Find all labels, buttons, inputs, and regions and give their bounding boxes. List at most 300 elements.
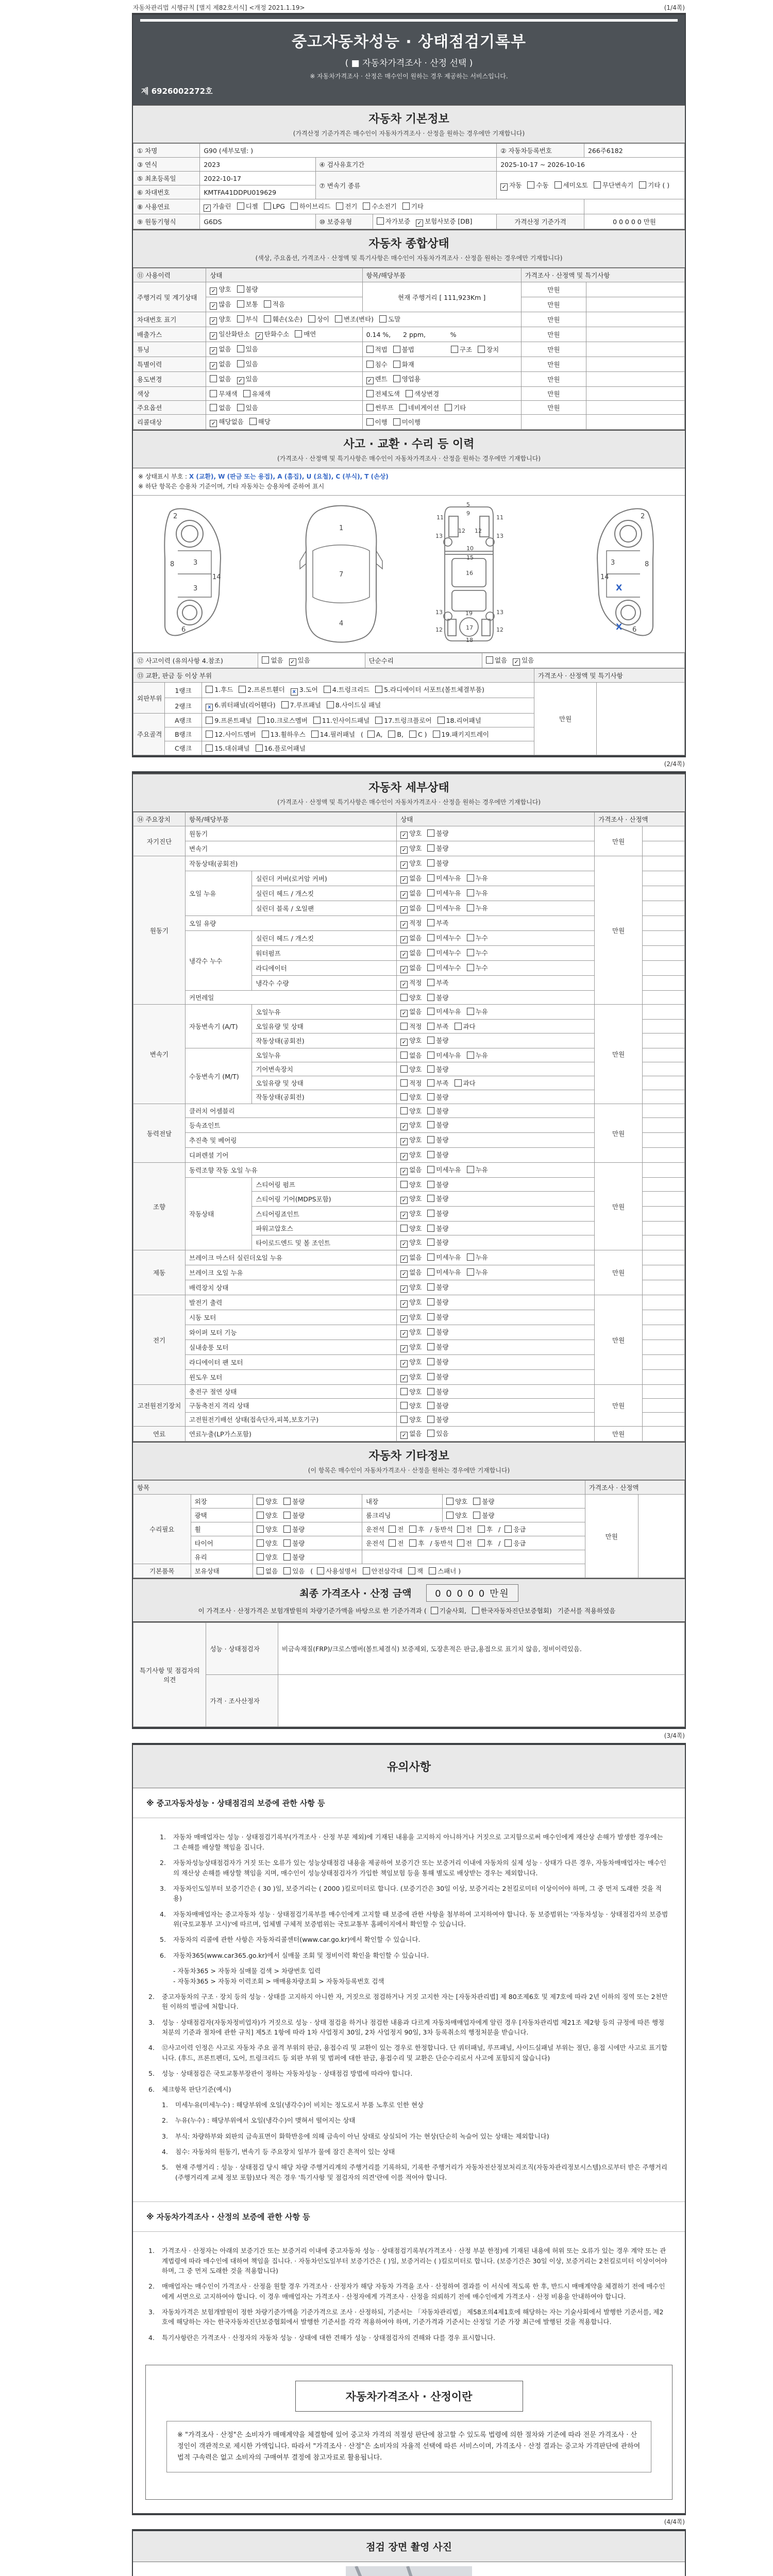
checkbox-label: 양호 — [409, 1195, 422, 1203]
checkbox-empty-icon — [283, 1539, 291, 1547]
remark-cell — [643, 931, 685, 946]
checkbox-empty-icon — [457, 1526, 464, 1533]
checkbox-label: 구조 — [459, 346, 473, 353]
checkbox-label: 가솔린 — [212, 202, 231, 210]
checkbox-option — [262, 655, 283, 665]
page-marker-3: (3/4쪽) — [664, 1732, 685, 1740]
checkbox-option — [478, 345, 499, 354]
checkbox-label: 1.후드 — [214, 686, 233, 694]
checkbox-empty-icon — [427, 1052, 434, 1059]
checkbox-label: 양호 — [265, 1498, 278, 1506]
checkbox-empty-icon — [433, 731, 440, 738]
checkbox-label: 6.쿼터패널(리어휀다) — [214, 701, 276, 709]
status-options — [397, 1355, 595, 1370]
checkbox-empty-icon — [427, 1023, 434, 1030]
table-row — [133, 401, 685, 415]
checkbox-option — [256, 329, 289, 340]
checkbox-empty-icon — [408, 1567, 415, 1574]
checkbox-label: 양호 — [409, 1210, 422, 1218]
checkbox-checked-icon: ✓ — [400, 1270, 408, 1278]
checkbox-label: 불량 — [482, 1498, 495, 1506]
checkbox-checked-icon: ✓ — [400, 1123, 408, 1130]
checkbox-checked-icon: ✓ — [210, 420, 217, 427]
checkbox-option — [431, 1606, 466, 1615]
status-options — [443, 1495, 585, 1509]
checkbox-option — [427, 1194, 448, 1203]
checkbox-empty-icon — [210, 390, 217, 397]
checkbox-option — [400, 1415, 422, 1424]
checkbox-empty-icon — [406, 390, 413, 397]
checkbox-empty-icon — [257, 1512, 264, 1519]
checkbox-label: 있음 — [292, 1567, 305, 1575]
checkbox-option — [408, 1566, 423, 1575]
status-options — [206, 357, 362, 372]
remark-cell — [586, 312, 685, 327]
checkbox-label: 없음 — [409, 1166, 422, 1174]
svg-text:9: 9 — [466, 510, 470, 517]
checkbox-label: 누유 — [475, 904, 488, 912]
remark-cell — [643, 1340, 685, 1355]
notice-text: 체크항목 판단기준(예시) — [162, 2085, 231, 2093]
checkbox-option — [467, 1050, 488, 1060]
checkbox-option — [237, 344, 258, 353]
remark-cell — [643, 1118, 685, 1133]
status-options — [397, 1005, 595, 1020]
etc-info-table — [133, 1480, 685, 1578]
checkbox-option — [256, 743, 306, 753]
status-options — [397, 1325, 595, 1340]
remark-cell — [638, 1495, 684, 1578]
checkbox-label: 미세누유 — [436, 1166, 461, 1174]
checkbox-label: 없음 — [409, 889, 422, 897]
svg-text:5: 5 — [466, 502, 470, 509]
table-header-row — [133, 669, 685, 683]
item-label: 구동축전지 격리 상태 — [186, 1399, 397, 1413]
price-cell: 만원 — [595, 1385, 643, 1427]
checkbox-empty-icon — [427, 1283, 434, 1291]
checkbox-empty-icon — [367, 731, 375, 738]
checkbox-empty-icon — [283, 1498, 291, 1505]
checkbox-label: 변조(변타) — [343, 315, 374, 323]
car-left-side-diagram — [149, 502, 268, 646]
checkbox-label: 불량 — [436, 994, 449, 1002]
remark-cell — [643, 1310, 685, 1325]
checkbox-option — [416, 216, 472, 227]
checkbox-empty-icon — [427, 1151, 434, 1158]
checkbox-empty-icon — [409, 731, 416, 738]
checkbox-label: 잭 — [417, 1567, 424, 1575]
checkbox-empty-icon — [527, 181, 534, 189]
remark-cell — [643, 871, 685, 886]
checkbox-label: A, — [376, 731, 383, 739]
checkbox-option — [427, 963, 461, 972]
sub-group-label: 자동변속기 (A/T) — [186, 1005, 252, 1048]
status-options — [397, 841, 595, 856]
checkbox-option — [379, 314, 400, 324]
checkbox-option — [427, 1282, 448, 1292]
checkbox-label: 양호 — [265, 1553, 278, 1562]
checkbox-option — [400, 903, 422, 913]
item-label: 작동상태(공회전) — [186, 856, 397, 871]
checkbox-checked-icon: ✓ — [256, 332, 263, 340]
sub-group-label: 오일 누유 — [186, 871, 252, 916]
status-options — [397, 1133, 595, 1148]
notices-sec2-body — [133, 2232, 685, 2362]
token-text: 이 가격조사 · 산정가격은 보험개발원의 차량기준가액을 바탕으로 한 기준가격과 ( — [198, 1607, 427, 1615]
checkbox-label: 양호 — [265, 1539, 278, 1548]
checkbox-option — [400, 1282, 422, 1293]
checkbox-empty-icon — [281, 701, 289, 708]
device-group-label: 제동 — [133, 1250, 186, 1295]
item-label: 광택 — [191, 1509, 253, 1522]
remark-cell — [586, 342, 685, 357]
table-row — [133, 172, 685, 185]
checkbox-empty-icon — [375, 717, 382, 724]
rank-table — [133, 668, 685, 755]
item-label: 변속기 — [186, 841, 397, 856]
checkbox-empty-icon — [393, 361, 400, 368]
checkbox-label: 수소전기 — [372, 202, 397, 210]
checkbox-checked-icon: ✓ — [400, 1285, 408, 1293]
simple-repair-options — [482, 653, 684, 668]
item-label: 윈도우 모터 — [186, 1370, 397, 1385]
checkbox-option — [393, 345, 414, 354]
inspection-period-value: 2025-10-17 ~ 2026-10-16 — [497, 158, 685, 172]
checkbox-checked-icon: ✓ — [210, 347, 217, 354]
checkbox-empty-icon — [237, 315, 244, 323]
price-cell: 만원 — [595, 1427, 643, 1442]
checkbox-label: 누유 — [475, 1268, 488, 1277]
checkbox-empty-icon — [257, 1526, 264, 1533]
checkbox-label: 없음 — [219, 375, 231, 383]
checkbox-label: 불량 — [436, 1313, 449, 1321]
price-cell: 만원 — [595, 1163, 643, 1250]
car-name-value: G90 (세부모델: ) — [200, 144, 497, 158]
checkbox-label: 8.사이드실 패널 — [335, 701, 381, 709]
checkbox-checked-icon: ✓ — [513, 658, 520, 666]
notices-sec2-header: ※ 자동차가격조사 · 산정의 보증에 관한 사항 등 — [133, 2201, 685, 2232]
checkbox-label: 양호 — [409, 994, 422, 1002]
checkbox-option — [400, 1342, 422, 1352]
status-options — [397, 1280, 595, 1295]
checkbox-option — [438, 716, 481, 725]
checkbox-checked-icon: ✓ — [400, 1212, 408, 1219]
checkbox-option — [505, 1538, 526, 1548]
document-number: 제 6926002272호 — [141, 87, 213, 96]
checkbox-checked-icon: ✓ — [210, 287, 217, 295]
status-options — [206, 327, 362, 342]
checkbox-option — [427, 1357, 448, 1366]
rank-items — [202, 714, 534, 727]
remark-cell — [597, 683, 685, 755]
checkbox-label: 없음 — [219, 345, 231, 353]
checkbox-label: 하이브리드 — [299, 202, 331, 210]
checkbox-option — [467, 1165, 488, 1174]
checkbox-empty-icon — [366, 390, 374, 397]
checkbox-option — [283, 1552, 305, 1562]
checkbox-label: 응급 — [513, 1539, 526, 1548]
checkbox-empty-icon — [257, 1498, 264, 1505]
checkbox-label: 누수 — [475, 934, 488, 942]
checkbox-label: 불량 — [436, 1328, 449, 1336]
item-label: 라디에이터 팬 모터 — [186, 1355, 397, 1370]
status-options — [253, 1495, 362, 1509]
table-row — [133, 342, 685, 357]
notice-number: 4. — [162, 2148, 168, 2156]
checkbox-empty-icon — [409, 1539, 416, 1547]
table-row — [133, 357, 685, 372]
checkbox-label: 유채색 — [251, 390, 271, 398]
notice-item — [160, 1884, 669, 1904]
checkbox-option — [455, 1078, 476, 1088]
table-row — [133, 387, 685, 401]
checkbox-option — [427, 1135, 448, 1144]
basic-info-header — [133, 105, 685, 143]
checkbox-option — [427, 1224, 448, 1233]
checkbox-label: 17.트렁크플로어 — [384, 717, 432, 725]
device-group-label: 고전원전기장치 — [133, 1385, 186, 1427]
checkbox-empty-icon — [257, 1567, 264, 1574]
checkbox-empty-icon — [429, 1567, 436, 1574]
checkbox-label: 기타 ( ) — [648, 181, 670, 189]
checkbox-option — [467, 903, 488, 912]
checkbox-label: 렌트 — [375, 375, 388, 383]
checkbox-label: 미세누유 — [436, 904, 461, 912]
checkbox-option — [486, 655, 507, 665]
remark-cell — [643, 1192, 685, 1207]
checkbox-option — [206, 685, 233, 694]
overall-state-title: 자동차 종합상태 — [368, 238, 449, 250]
status-options — [397, 991, 595, 1005]
checkbox-label: 있음 — [245, 360, 258, 368]
svg-text:8: 8 — [644, 561, 649, 569]
checkbox-empty-icon — [427, 1093, 434, 1100]
notice-number: 1. — [148, 2247, 155, 2255]
checkbox-label: 기타 — [453, 404, 466, 412]
checkbox-option — [317, 1566, 357, 1575]
checkbox-empty-icon — [438, 717, 445, 724]
checkbox-option — [467, 963, 488, 972]
engine-type-value: G6DS — [200, 214, 315, 229]
checkbox-option — [291, 201, 330, 211]
item-label: 배력장치 상태 — [186, 1280, 397, 1295]
checkbox-option — [427, 1327, 448, 1336]
checkbox-empty-icon — [283, 1512, 291, 1519]
car-top-diagram — [295, 502, 388, 646]
checkbox-empty-icon — [427, 964, 434, 971]
checkbox-option — [239, 685, 284, 694]
outer-panel-group-label: 외판부위 — [133, 683, 165, 714]
item-label: 원동기 — [186, 826, 397, 841]
field-label: ⑦ 변속기 종류 — [315, 172, 497, 199]
checkbox-empty-icon — [446, 1512, 453, 1519]
rank-name: C랭크 — [164, 741, 202, 755]
opinion-text: 비금속재질(FRP)/크로스멤버(볼트체결식) 보증제외, 도장흔적은 판금,용접으로 표기치 않음, 정비이력있음. — [278, 1623, 684, 1675]
column-header: 상태 — [206, 268, 362, 282]
notice-text: 자동차인도일부터 보증기간은 ( 30 )일, 보증거리는 ( 2000 )킬로미터로 합니다. (보증기간은 30일 이상, 보증거리는 2천킬로미터 이상이어야 하며, 그 중 먼저 도래한 것을 적용) — [173, 1884, 662, 1903]
checkbox-option — [400, 1327, 422, 1337]
checkbox-label: 전 — [397, 1539, 404, 1548]
checkbox-empty-icon — [363, 202, 370, 210]
price-cell: 만원 — [595, 1104, 643, 1163]
status-options — [397, 1148, 595, 1163]
checkbox-empty-icon — [427, 979, 434, 986]
checkbox-option — [400, 1429, 422, 1439]
overall-state-table — [133, 268, 685, 430]
checkbox-label: 불량 — [436, 1093, 449, 1101]
checkbox-label: 누유 — [475, 1166, 488, 1174]
device-group-label: 전기 — [133, 1295, 186, 1385]
checkbox-label: 불량 — [436, 1181, 449, 1189]
checkbox-label: 누유 — [475, 1008, 488, 1016]
checkbox-option — [409, 1524, 424, 1534]
notice-text: 중고자동차의 구조 · 장치 등의 성능 · 상태를 고지하지 아니한 자, 거짓으로 점검하거나 거짓 고지한 자는 [자동차관리법] 제 80조제6호 및 제7호에 따라 2년 이하의 징역 또는 2천만원 이하의 벌금에 처합니다. — [162, 1992, 668, 2011]
item-options — [362, 342, 521, 357]
item-options — [362, 415, 521, 430]
checkbox-label: 14.필러패널 — [320, 731, 355, 739]
checkbox-label: 화재 — [401, 361, 414, 368]
checkbox-label: 과다 — [463, 1023, 476, 1031]
checkbox-option — [237, 374, 258, 384]
checkbox-label: 스패너 ) — [438, 1567, 461, 1575]
registration-number-value: 266주6182 — [584, 144, 684, 158]
table-row — [133, 856, 685, 871]
usage-history-label: 배출가스 — [133, 327, 206, 342]
checkbox-checked-icon: ✓ — [400, 1168, 408, 1175]
checkbox-checked-icon: ✓ — [400, 1345, 408, 1352]
remark-cell — [643, 1413, 685, 1427]
checkbox-option — [427, 1180, 448, 1189]
page-1 — [132, 13, 686, 757]
checkbox-label: 적정 — [409, 1079, 422, 1088]
checkbox-option — [257, 1538, 278, 1548]
checkbox-empty-icon — [264, 300, 271, 308]
checkbox-label: 있음 — [245, 404, 258, 412]
checkbox-label: 누유 — [475, 874, 488, 883]
status-options — [253, 1564, 585, 1578]
checkbox-option — [455, 1022, 476, 1031]
checkbox-option — [400, 843, 422, 854]
status-options — [397, 946, 595, 961]
checkbox-empty-icon — [366, 361, 374, 368]
checkbox-label: 양호 — [409, 1239, 422, 1247]
notice-number: 6. — [160, 1951, 166, 1959]
column-header: ⑬ 교환, 판금 등 이상 부위 — [133, 669, 534, 683]
notice-number: 2. — [148, 2282, 155, 2291]
remark-cell — [586, 387, 685, 401]
checkbox-option — [206, 700, 275, 711]
column-header: 항목 — [133, 1481, 585, 1495]
checkbox-empty-icon — [427, 874, 434, 882]
checkbox-option — [427, 1342, 448, 1351]
svg-text:14: 14 — [600, 573, 609, 582]
checkbox-option — [264, 314, 303, 324]
checkbox-option — [400, 933, 422, 943]
checkbox-option — [400, 1150, 422, 1160]
checkbox-option — [400, 1252, 422, 1263]
opinion-role-label: 성능 · 상태점검자 — [206, 1623, 278, 1675]
remark-cell — [586, 327, 685, 342]
notice-item — [160, 1935, 669, 1944]
checkbox-option — [427, 1429, 448, 1438]
checkbox-label: 불량 — [292, 1553, 305, 1562]
checkbox-option — [210, 314, 231, 325]
checkbox-empty-icon — [427, 1136, 434, 1143]
status-options — [397, 1265, 595, 1280]
svg-text:3: 3 — [193, 585, 198, 593]
notice-text: 자동차365(www.car365.go.kr)에서 실매물 조회 및 정비이력 확인을 확인할 수 있습니다. — [173, 1951, 429, 1959]
status-options — [397, 961, 595, 976]
remark-cell — [643, 1104, 685, 1118]
price-cell: 만원 — [521, 387, 586, 401]
checkbox-label: 불량 — [436, 1388, 449, 1396]
checkbox-empty-icon — [427, 1298, 434, 1306]
checkbox-label: 적정 — [409, 1023, 422, 1031]
checkbox-label: 무채색 — [219, 390, 238, 398]
title-banner — [133, 15, 685, 105]
checkbox-empty-icon — [206, 686, 213, 693]
notice-number: 3. — [162, 2132, 168, 2140]
remark-cell — [643, 1005, 685, 1020]
svg-text:6: 6 — [181, 626, 186, 634]
checkbox-option — [400, 1078, 422, 1088]
notice-item — [162, 2115, 669, 2125]
checkbox-option — [393, 417, 421, 427]
checkbox-empty-icon — [400, 1093, 408, 1100]
checkbox-label: 없음 — [409, 1430, 422, 1438]
checkbox-empty-icon — [427, 994, 434, 1001]
svg-text:2: 2 — [173, 513, 178, 521]
checkbox-option — [467, 873, 488, 883]
checkbox-option — [402, 201, 424, 211]
token-text: ( — [310, 1567, 313, 1575]
checkbox-label: 누유 — [475, 1052, 488, 1060]
checkbox-label: 부족 — [436, 919, 449, 927]
table-row — [133, 415, 685, 430]
status-options — [397, 1163, 595, 1178]
checkbox-label: 양호 — [409, 1225, 422, 1233]
checkbox-checked-icon: ✓ — [400, 1010, 408, 1017]
checkbox-option — [400, 888, 422, 899]
checkbox-empty-icon — [400, 1052, 408, 1059]
checkbox-label: 부식 — [245, 315, 258, 323]
checkbox-empty-icon — [473, 1498, 480, 1505]
item-label: 실린더 헤드 / 개스킷 — [252, 931, 397, 946]
checkbox-label: 없음 — [219, 404, 231, 412]
checkbox-option — [400, 948, 422, 958]
checkbox-empty-icon — [427, 1313, 434, 1320]
notice-text: 특기사항란은 가격조사 · 산정자의 자동차 성능 · 상태에 대한 견해가 성능 · 상태점검자의 견해와 다를 경우 표시합니다. — [162, 2333, 495, 2342]
status-options — [397, 1062, 595, 1076]
item-label: 파워고압호스 — [252, 1222, 397, 1235]
checkbox-empty-icon — [455, 1079, 462, 1087]
checkbox-label: 16.플로어패널 — [264, 744, 306, 753]
checkbox-label: 불량 — [436, 1065, 449, 1074]
svg-text:18: 18 — [465, 637, 473, 644]
checkbox-label: 양호 — [409, 1373, 422, 1381]
status-options — [397, 1222, 595, 1235]
checkbox-empty-icon — [237, 202, 244, 210]
item-label: 스티어링 기어(MDPS포함) — [252, 1192, 397, 1207]
notice-number: 2. — [160, 1859, 166, 1867]
checkbox-option — [427, 1064, 448, 1074]
checkbox-empty-icon — [363, 1567, 370, 1574]
checkbox-empty-icon — [427, 904, 434, 911]
remark-cell — [643, 1090, 685, 1104]
usage-history-label: 색상 — [133, 387, 206, 401]
checkbox-option — [427, 1036, 448, 1045]
checkbox-empty-icon — [237, 404, 244, 411]
